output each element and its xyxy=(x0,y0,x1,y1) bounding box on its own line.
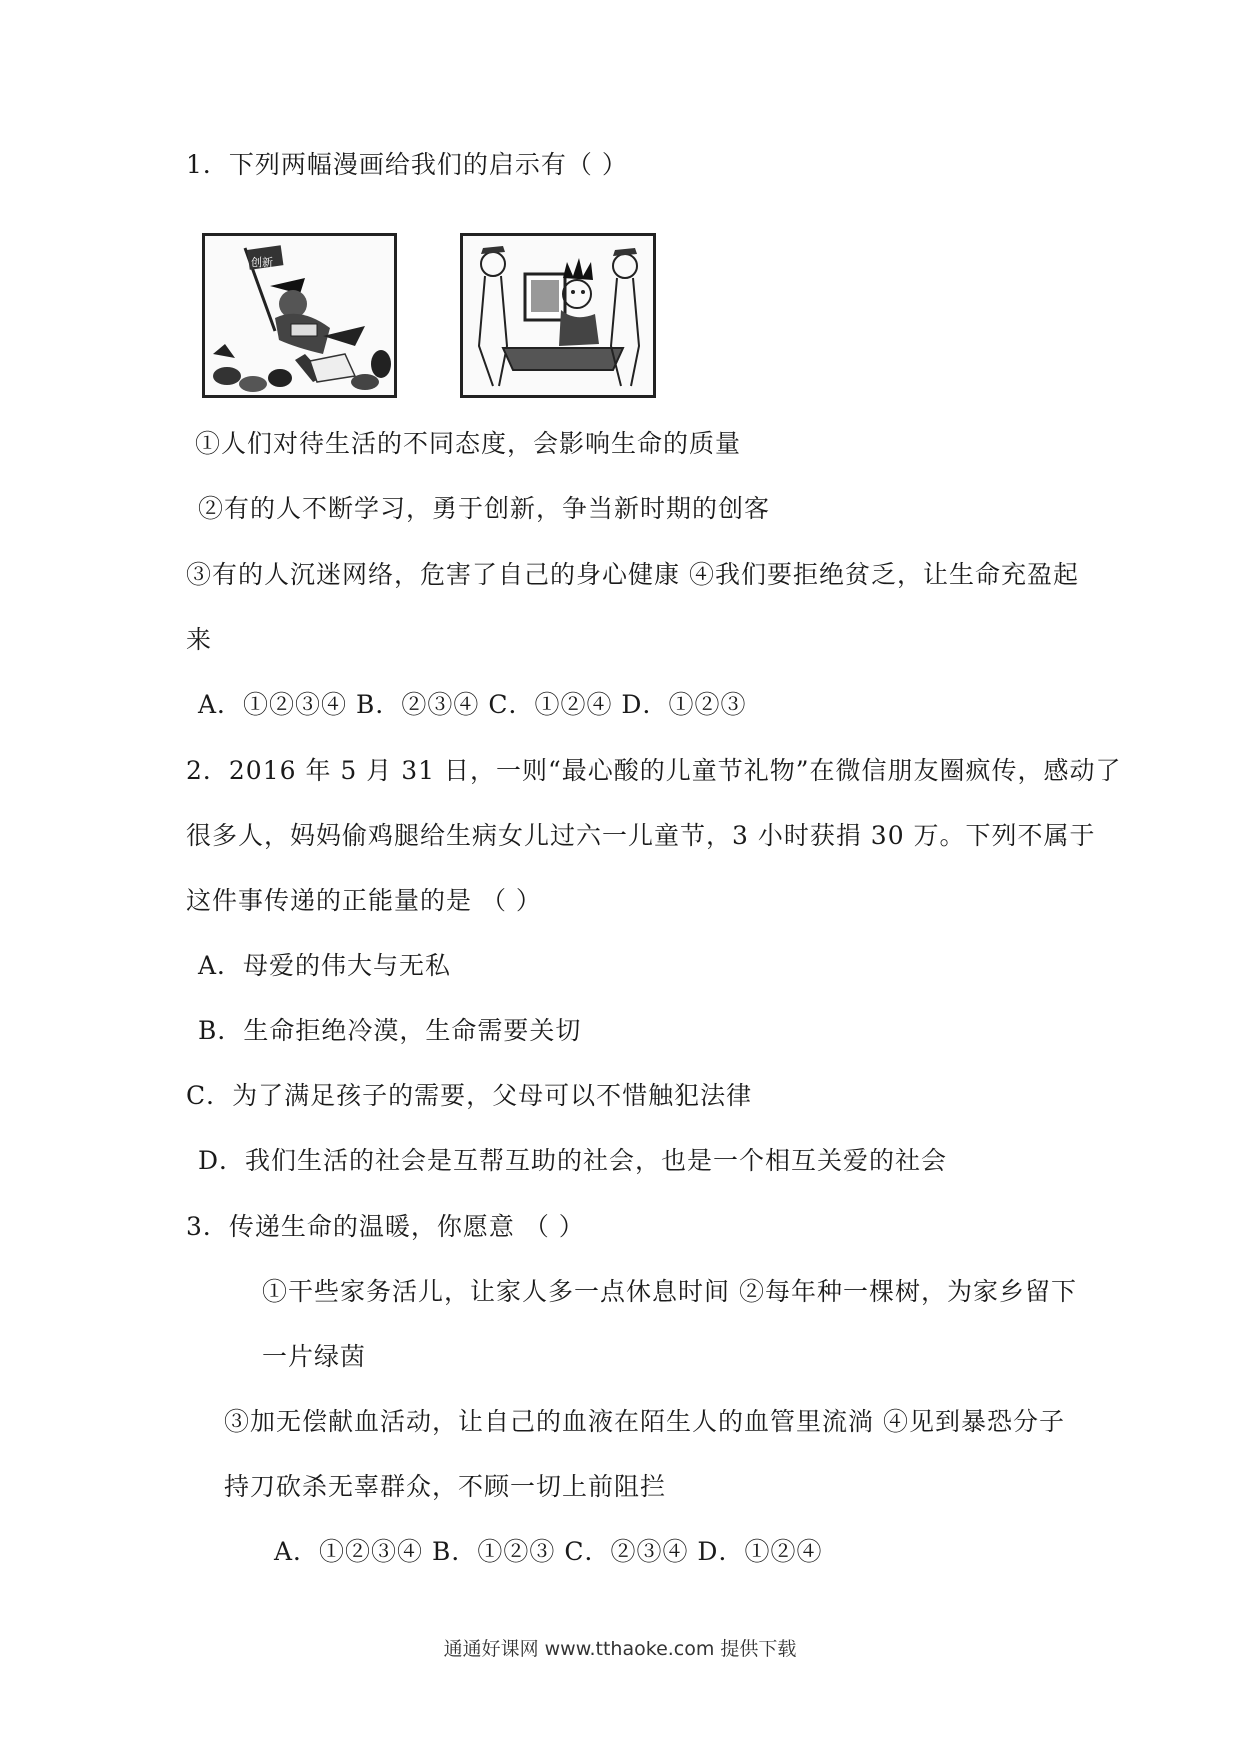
question-3-option-line-4: 持刀砍杀无辜群众，不顾一切上前阻拦 xyxy=(224,1472,667,1501)
question-1-stem: 1．下列两幅漫画给我们的启示有（ ） xyxy=(186,150,628,179)
question-3-choices: A．①②③④ B．①②③ C．②③④ D．①②④ xyxy=(274,1537,823,1566)
question-2-choice-b: B．生命拒绝冷漠，生命需要关切 xyxy=(198,1016,582,1045)
question-1-choices: A．①②③④ B．②③④ C．①②④ D．①②③ xyxy=(198,690,747,719)
question-3-option-line-3: ③加无偿献血活动，让自己的血液在陌生人的血管里流淌 ④见到暴恐分子 xyxy=(224,1407,1065,1436)
cartoon-internet-addict-drawing xyxy=(463,236,653,395)
question-2-stem-line-1: 2．2016 年 5 月 31 日，一则“最心酸的儿童节礼物”在微信朋友圈疯传，感动了 xyxy=(186,756,1122,785)
question-3-option-line-1: ①干些家务活儿，让家人多一点休息时间 ②每年种一棵树，为家乡留下 xyxy=(262,1277,1077,1306)
page-footer: 通通好课网 www.tthaoke.com 提供下载 xyxy=(443,1638,797,1660)
question-2-choice-d: D．我们生活的社会是互帮互助的社会，也是一个相互关爱的社会 xyxy=(198,1146,948,1175)
cartoon-internet-addict xyxy=(460,233,656,398)
question-1-option-line-2: ②有的人不断学习，勇于创新，争当新时期的创客 xyxy=(198,494,771,523)
cartoon-innovator-drawing xyxy=(205,236,394,395)
question-2-choice-a: A．母爱的伟大与无私 xyxy=(198,951,452,980)
question-3-option-line-2: 一片绿茵 xyxy=(262,1342,367,1371)
question-1-option-line-4: 来 xyxy=(186,625,213,654)
question-1-option-line-1: ①人们对待生活的不同态度，会影响生命的质量 xyxy=(195,429,742,458)
cartoon-innovator xyxy=(202,233,397,398)
banner-text: 创新 xyxy=(251,256,273,269)
question-2-stem-line-3: 这件事传递的正能量的是 （ ） xyxy=(186,886,542,915)
question-3-stem: 3．传递生命的温暖，你愿意 （ ） xyxy=(186,1212,585,1241)
question-2-choice-c: C．为了满足孩子的需要，父母可以不惜触犯法律 xyxy=(186,1081,753,1110)
question-1-option-line-3: ③有的人沉迷网络，危害了自己的身心健康 ④我们要拒绝贫乏，让生命充盈起 xyxy=(186,560,1079,589)
question-2-stem-line-2: 很多人，妈妈偷鸡腿给生病女儿过六一儿童节，3 小时获捐 30 万。下列不属于 xyxy=(186,821,1096,850)
